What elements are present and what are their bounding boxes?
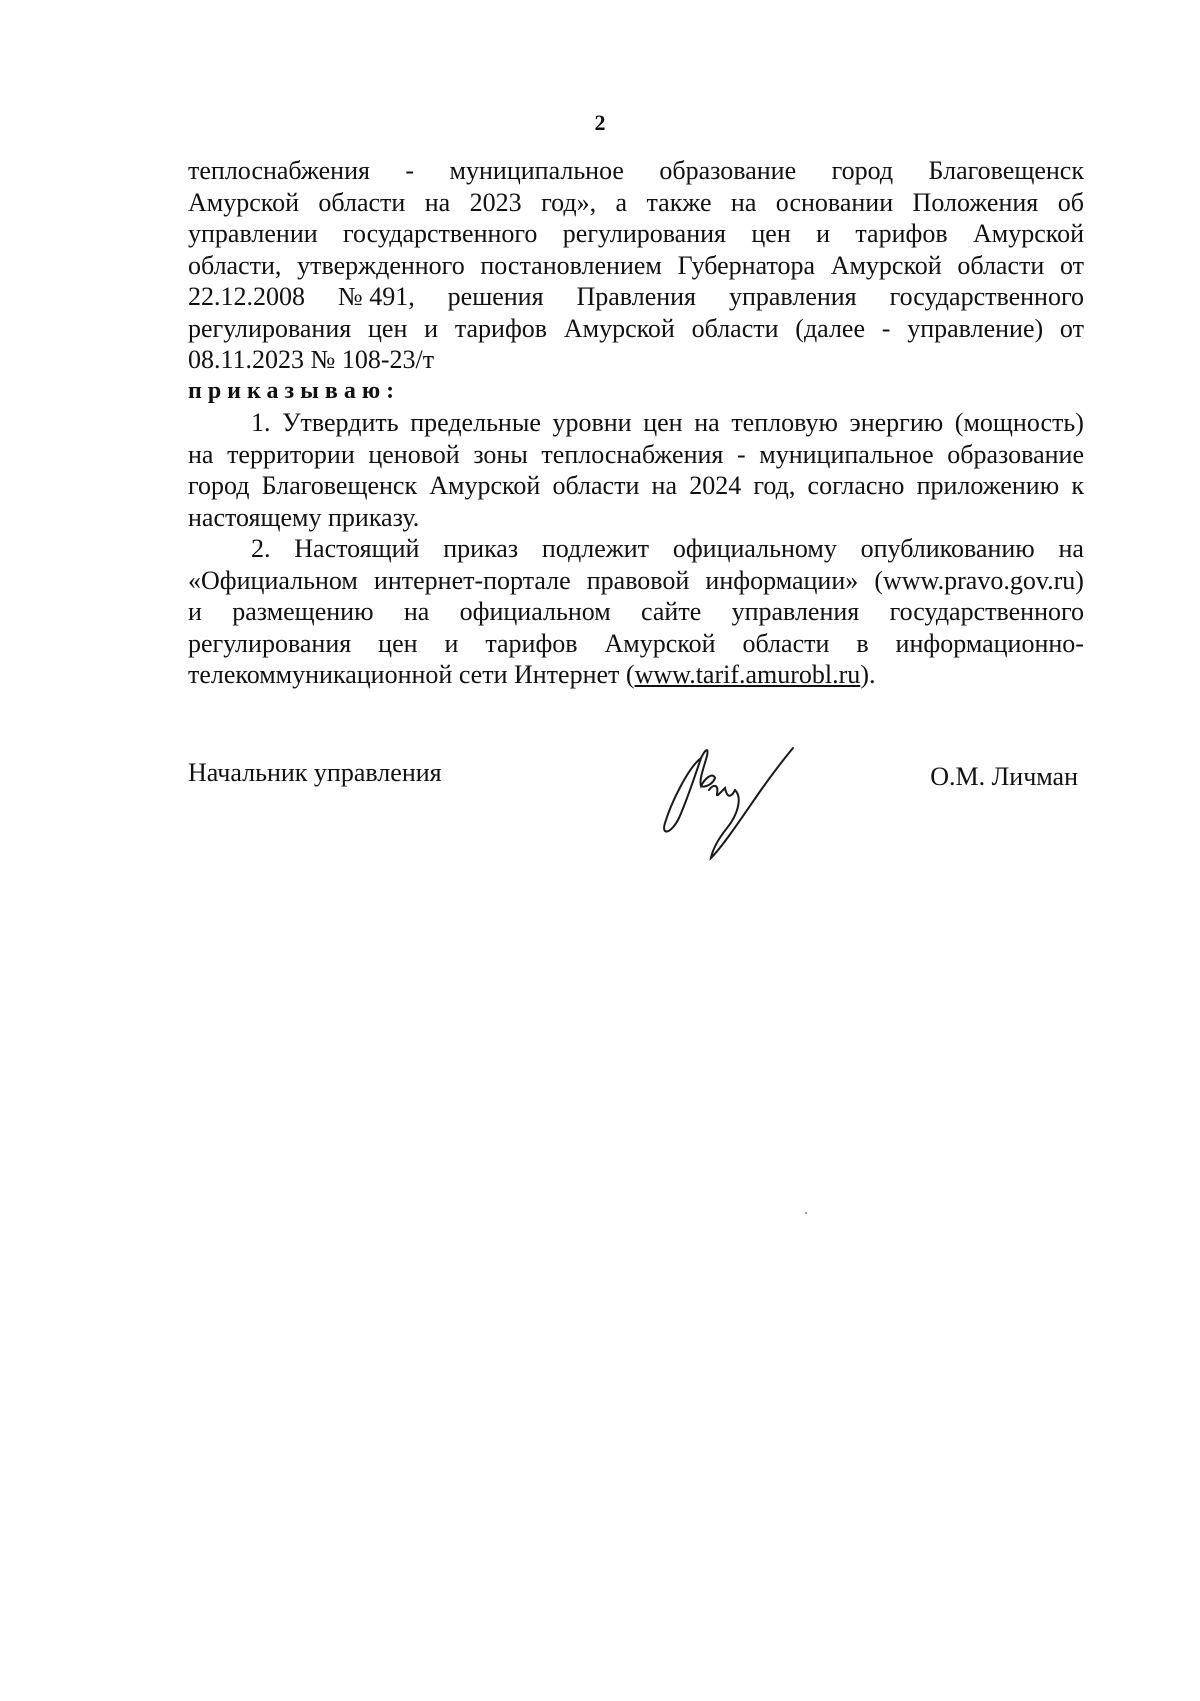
word: Настоящий: [294, 534, 420, 563]
word: (мощность): [954, 408, 1084, 437]
word: тепловую: [731, 408, 838, 437]
word: размещению: [232, 597, 374, 626]
signature-block: [188, 740, 1078, 870]
word: приказ: [443, 534, 519, 563]
word: основании: [775, 187, 894, 217]
text-line: [188, 439, 1084, 471]
word: муниципальное: [449, 156, 624, 185]
text-line: [188, 565, 1084, 597]
word: 1.: [251, 408, 271, 437]
text-line: [188, 596, 1084, 628]
word: тарифов: [485, 628, 578, 658]
handwritten-signature: [643, 728, 803, 863]
word: цен: [643, 408, 683, 437]
word: Благовещенск: [928, 156, 1084, 185]
word: официальному: [672, 534, 837, 563]
word: государственного: [343, 219, 538, 248]
word: информации»: [705, 565, 859, 595]
word: области: [318, 187, 406, 217]
tarif-site-link[interactable]: www.tarif.amurobl.ru: [634, 660, 861, 689]
scan-speck: [805, 1212, 807, 1214]
word: теплоснабжения: [541, 439, 724, 469]
word: предельные: [410, 408, 541, 437]
word: а: [615, 187, 628, 217]
word: цен: [378, 628, 418, 658]
word: информационно-: [895, 628, 1084, 658]
word: образование: [659, 156, 797, 185]
item-2-last-suffix: ).: [860, 660, 876, 689]
word: на: [1058, 534, 1084, 563]
word: регулирования: [562, 219, 726, 248]
word: энергию: [849, 408, 944, 437]
word: на: [730, 187, 757, 217]
word: на: [694, 408, 720, 437]
word: (далее: [795, 313, 866, 343]
word: -: [881, 313, 891, 343]
intro-paragraph: [188, 155, 1084, 344]
word: к: [1071, 471, 1084, 500]
word: -: [736, 439, 746, 469]
word: государственного: [889, 282, 1084, 311]
text-line: [188, 313, 1084, 345]
text-line: [188, 250, 1084, 282]
word: официальном: [459, 597, 611, 626]
word: цен: [367, 313, 408, 343]
word: Правления: [576, 282, 697, 311]
item-2-last-prefix: телекоммуникационной сети Интернет (: [188, 660, 635, 689]
word: год,: [753, 471, 796, 500]
word: Амурской: [563, 313, 675, 343]
word: управления: [731, 597, 860, 626]
word: регулирования: [188, 628, 352, 658]
text-line: [188, 628, 1084, 660]
word: решения: [447, 282, 544, 311]
text-line: [188, 470, 1084, 502]
word: и: [424, 313, 439, 343]
text-line: [188, 155, 1084, 187]
word: № 491,: [337, 282, 415, 311]
word: год»,: [541, 187, 597, 217]
word: сайте: [641, 597, 702, 626]
word: подлежит: [541, 534, 650, 563]
item-2-paragraph: [188, 533, 1084, 659]
word: регулирования: [188, 313, 352, 343]
signatory-name: О.М. Личман: [930, 762, 1078, 791]
word: город: [831, 156, 894, 185]
item-2-last-line: [188, 659, 1084, 691]
page-number: 2: [594, 110, 606, 135]
word: тарифов: [454, 313, 548, 343]
item-1-last-line: настоящему приказу.: [188, 502, 420, 532]
word: Амурской: [188, 187, 299, 217]
word: Амурской: [604, 628, 716, 658]
word: 2024: [689, 471, 742, 500]
word: правовой: [586, 565, 690, 595]
word: области: [691, 313, 779, 343]
word: области: [957, 250, 1045, 280]
word: цен: [751, 219, 791, 248]
word: Губернатора: [677, 250, 816, 280]
word: теплоснабжения: [188, 156, 370, 185]
word: 2023: [469, 187, 522, 217]
word: -: [405, 156, 415, 185]
text-line: [188, 533, 1084, 565]
word: области: [742, 628, 830, 658]
text-line: [188, 281, 1084, 313]
word: образование: [947, 439, 1084, 469]
word: области,: [188, 250, 282, 280]
signatory-position: Начальник управления: [188, 758, 442, 787]
word: тарифов: [855, 219, 948, 248]
word: Амурской: [429, 471, 541, 500]
word: также: [646, 187, 712, 217]
word: муниципальное: [759, 439, 934, 469]
word: приложению: [916, 471, 1060, 500]
word: ценовой: [368, 439, 460, 469]
word: от: [1059, 250, 1084, 280]
word: управление): [907, 313, 1044, 343]
word: Благовещенск: [261, 471, 418, 500]
word: Амурской: [973, 219, 1084, 248]
word: (www.pravo.gov.ru): [874, 565, 1084, 595]
text-line: [188, 407, 1084, 439]
word: Амурской: [830, 250, 942, 280]
word: Утвердить: [282, 408, 399, 437]
word: государственного: [889, 597, 1084, 626]
word: на: [424, 187, 451, 217]
word: интернет-портале: [373, 565, 571, 595]
word: город: [188, 471, 250, 500]
word: области: [552, 471, 640, 500]
word: опубликованию: [860, 534, 1035, 563]
intro-last-line: 08.11.2023 № 108-23/т: [188, 345, 435, 374]
item-1-paragraph: [188, 407, 1084, 502]
word: и: [188, 597, 202, 626]
word: уровни: [552, 408, 632, 437]
word: и: [444, 628, 459, 658]
word: зоны: [473, 439, 528, 469]
word: постановлением: [480, 250, 662, 280]
word: Положения: [912, 187, 1039, 217]
word: на: [188, 439, 214, 469]
text-line: [188, 218, 1084, 250]
prikaz-heading: приказываю:: [188, 377, 401, 404]
word: управления: [728, 282, 857, 311]
text-line: [188, 187, 1084, 219]
word: в: [856, 628, 869, 658]
word: территории: [227, 439, 355, 469]
word: 2.: [251, 534, 271, 563]
word: от: [1059, 313, 1084, 343]
word: и: [816, 219, 831, 248]
word: об: [1057, 187, 1084, 217]
word: управлении: [188, 219, 318, 248]
word: утвержденного: [297, 250, 465, 280]
word: на: [651, 471, 678, 500]
word: согласно: [807, 471, 905, 500]
word: 22.12.2008: [188, 282, 305, 311]
document-body: [188, 155, 1084, 691]
word: на: [403, 597, 430, 626]
word: «Официальном: [188, 565, 358, 595]
